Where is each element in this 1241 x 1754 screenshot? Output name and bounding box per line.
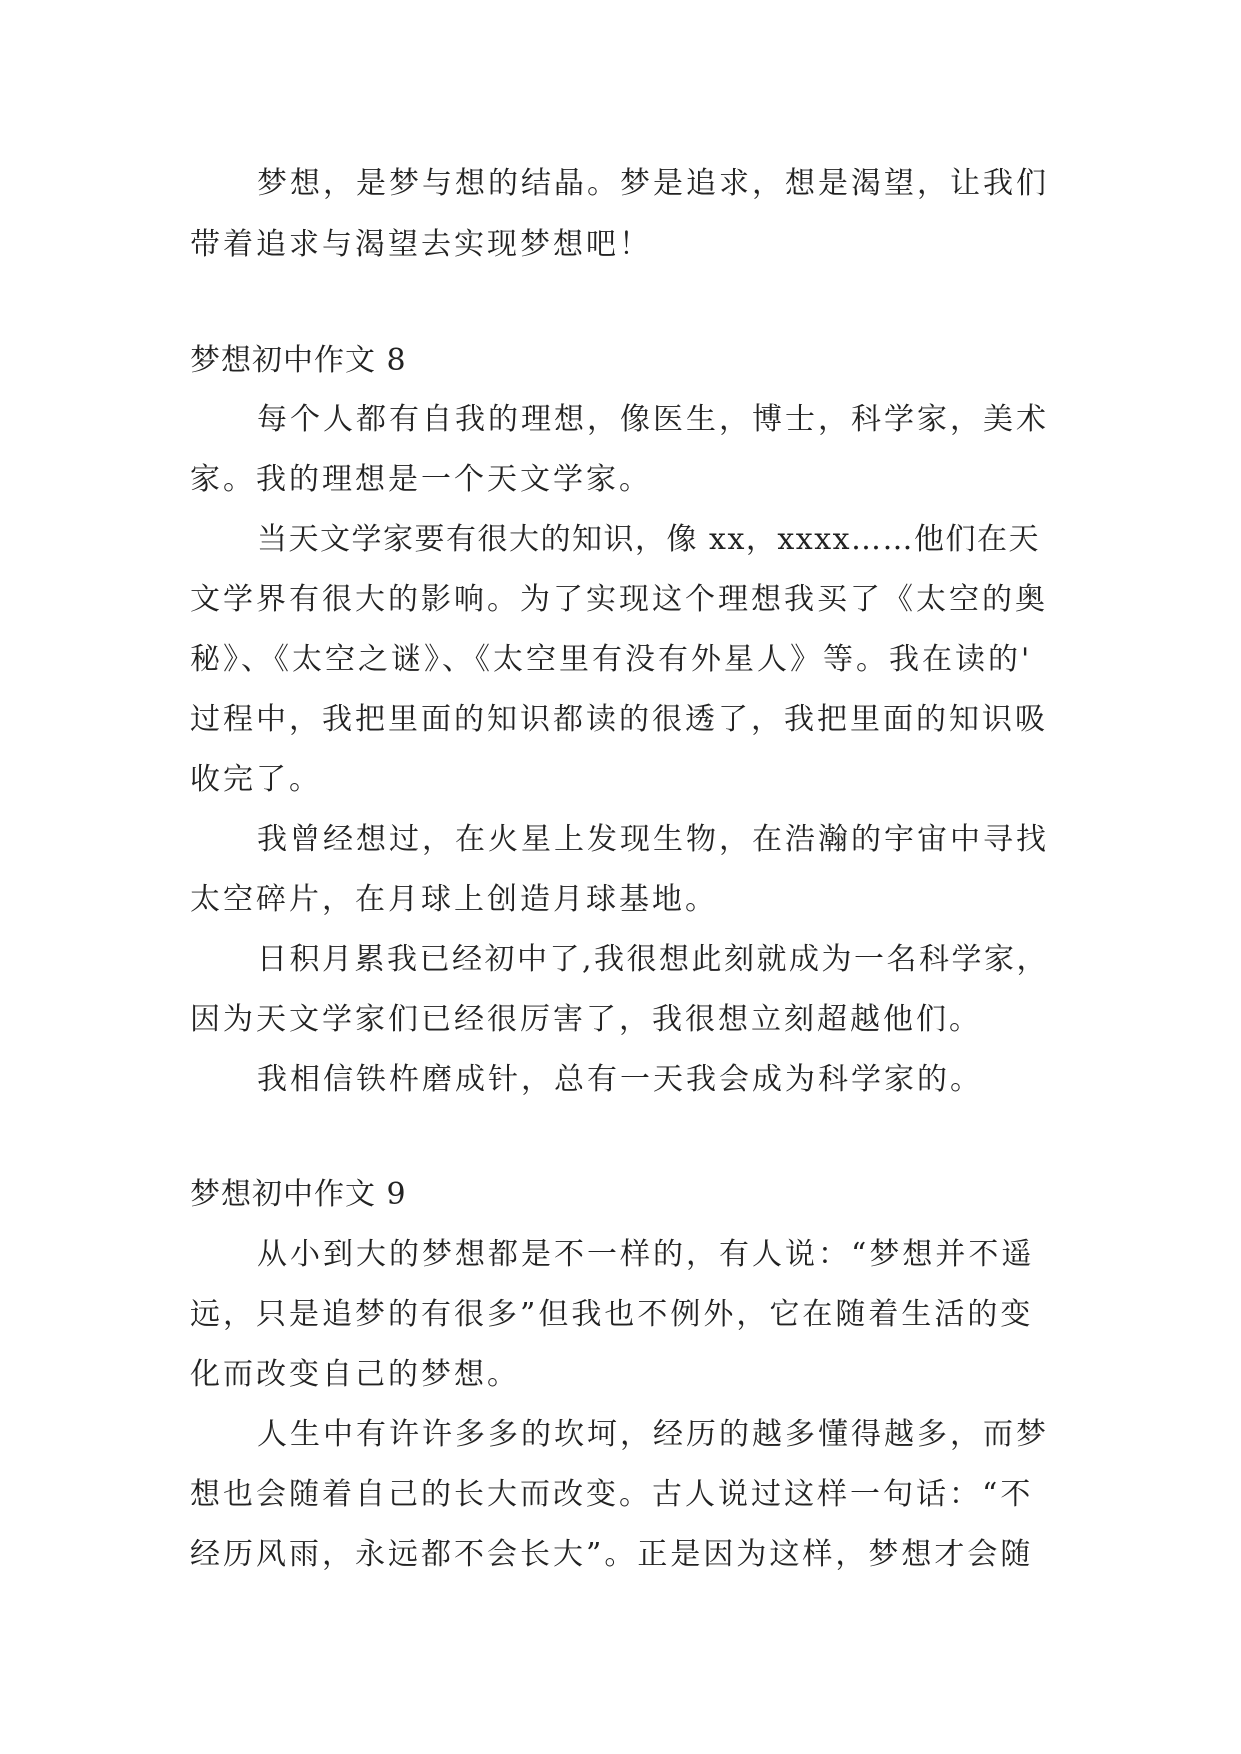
paragraph-line: 带着追求与渴望去实现梦想吧！ — [190, 227, 652, 262]
paragraph-line: 过程中，我把里面的知识都读的很透了，我把里面的知识吸 — [190, 702, 1048, 737]
paragraph-line: 化而改变自己的梦想。 — [190, 1357, 520, 1392]
paragraph-line: 每个人都有自我的理想，像医生，博士，科学家，美术 — [257, 402, 1049, 437]
paragraph-line: 收完了。 — [190, 762, 322, 797]
paragraph-line: 从小到大的梦想都是不一样的，有人说：“梦想并不遥 — [257, 1237, 1035, 1272]
paragraph-line: 文学界有很大的影响。为了实现这个理想我买了《太空的奥 — [190, 582, 1048, 617]
paragraph-line: 家。我的理想是一个天文学家。 — [190, 462, 652, 497]
paragraph-line: 远，只是追梦的有很多”但我也不例外，它在随着生活的变 — [190, 1297, 1034, 1332]
section-heading: 梦想初中作文 8 — [190, 343, 407, 378]
section-heading: 梦想初中作文 9 — [190, 1177, 407, 1212]
paragraph-line: 梦想，是梦与想的结晶。梦是追求，想是渴望，让我们 — [257, 166, 1049, 201]
paragraph-line: 经历风雨，永远都不会长大”。正是因为这样，梦想才会随 — [190, 1537, 1034, 1572]
paragraph-line: 想也会随着自己的长大而改变。古人说过这样一句话：“不 — [190, 1477, 1034, 1512]
paragraph-line: 我曾经想过，在火星上发现生物，在浩瀚的宇宙中寻找 — [257, 822, 1049, 857]
paragraph-line: 秘》、《太空之谜》、《太空里有没有外星人》等。我在读的' — [190, 642, 1033, 677]
paragraph-line: 因为天文学家们已经很厉害了，我很想立刻超越他们。 — [190, 1002, 982, 1037]
paragraph-line: 日积月累我已经初中了,我很想此刻就成为一名科学家， — [257, 942, 1050, 977]
paragraph-line: 太空碎片，在月球上创造月球基地。 — [190, 882, 718, 917]
paragraph-line: 当天文学家要有很大的知识，像 xx，xxxx……他们在天 — [257, 522, 1041, 557]
paragraph-line: 我相信铁杵磨成针，总有一天我会成为科学家的。 — [257, 1062, 983, 1097]
paragraph-line: 人生中有许许多多的坎坷，经历的越多懂得越多，而梦 — [257, 1417, 1049, 1452]
